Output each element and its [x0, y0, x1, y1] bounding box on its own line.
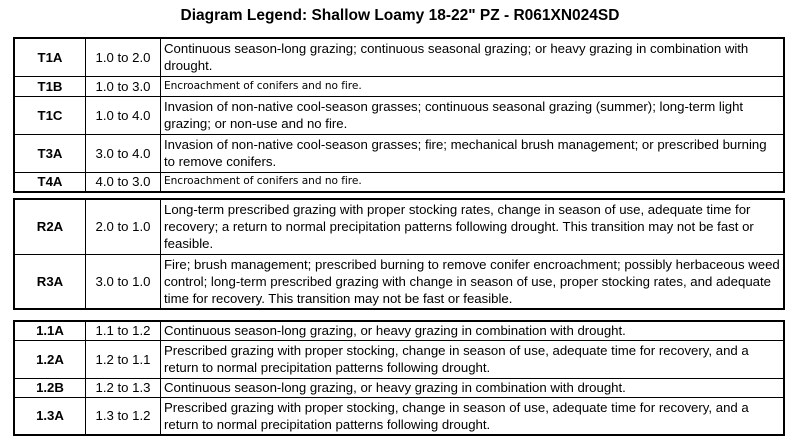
row-code: T4A	[14, 172, 86, 192]
row-code: 1.1A	[14, 321, 86, 340]
row-code: R3A	[14, 254, 86, 309]
row-range: 3.0 to 1.0	[86, 254, 161, 309]
row-description: Encroachment of conifers and no fire.	[161, 172, 785, 192]
row-range: 1.0 to 3.0	[86, 76, 161, 96]
table-row	[14, 321, 784, 340]
table-row	[14, 38, 784, 76]
row-range: 2.0 to 1.0	[86, 199, 161, 254]
row-description: Long-term prescribed grazing with proper stocking rates, change in season of use, adequate time for recovery; a return to normal precipitation patterns following drought. This transition may not be fast or feasible.	[161, 199, 785, 254]
row-description: Invasion of non-native cool-season grasses; fire; mechanical brush management; or prescribed burning to remove conifers.	[161, 134, 785, 172]
table-row	[14, 397, 784, 435]
restoration-table	[13, 198, 785, 310]
legend-title: Diagram Legend: Shallow Loamy 18-22" PZ - R061XN024SD	[180, 7, 620, 24]
table-row	[14, 96, 784, 134]
row-description: Invasion of non-native cool-season grasses; continuous seasonal grazing (summer); long-term light grazing; or non-use and no fire.	[161, 96, 785, 134]
row-code: 1.2A	[14, 340, 86, 378]
table-row	[14, 378, 784, 397]
row-description: Continuous season-long grazing, or heavy grazing in combination with drought.	[161, 321, 785, 340]
row-code: 1.2B	[14, 378, 86, 397]
row-description: Encroachment of conifers and no fire.	[161, 76, 785, 96]
row-description: Fire; brush management; prescribed burning to remove conifer encroachment; possibly herbaceous weed control; long-term prescribed grazing with change in season of use, proper stocking rates, and adequate time for recovery. This transition may not be fast or feasible.	[161, 254, 785, 309]
row-range: 1.2 to 1.3	[86, 378, 161, 397]
row-range: 1.1 to 1.2	[86, 321, 161, 340]
row-description: Continuous season-long grazing, or heavy grazing in combination with drought.	[161, 378, 785, 397]
row-code: 1.3A	[14, 397, 86, 435]
table-row	[14, 172, 784, 192]
row-code: T1A	[14, 38, 86, 76]
table-row	[14, 199, 784, 254]
table-row	[14, 254, 784, 309]
row-description: Continuous season-long grazing; continuous seasonal grazing; or heavy grazing in combination with drought.	[161, 38, 785, 76]
table-row	[14, 76, 784, 96]
row-code: T1C	[14, 96, 86, 134]
row-description: Prescribed grazing with proper stocking, change in season of use, adequate time for recovery, and a return to normal precipitation patterns following drought.	[161, 340, 785, 378]
community-pathway-table	[13, 320, 785, 436]
row-code: T1B	[14, 76, 86, 96]
row-description: Prescribed grazing with proper stocking, change in season of use, adequate time for recovery, and a return to normal precipitation patterns following drought.	[161, 397, 785, 435]
row-range: 1.0 to 2.0	[86, 38, 161, 76]
table-row	[14, 134, 784, 172]
row-code: R2A	[14, 199, 86, 254]
transition-table	[13, 37, 785, 193]
row-range: 1.3 to 1.2	[86, 397, 161, 435]
row-code: T3A	[14, 134, 86, 172]
row-range: 1.2 to 1.1	[86, 340, 161, 378]
row-range: 4.0 to 3.0	[86, 172, 161, 192]
row-range: 3.0 to 4.0	[86, 134, 161, 172]
table-row	[14, 340, 784, 378]
row-range: 1.0 to 4.0	[86, 96, 161, 134]
